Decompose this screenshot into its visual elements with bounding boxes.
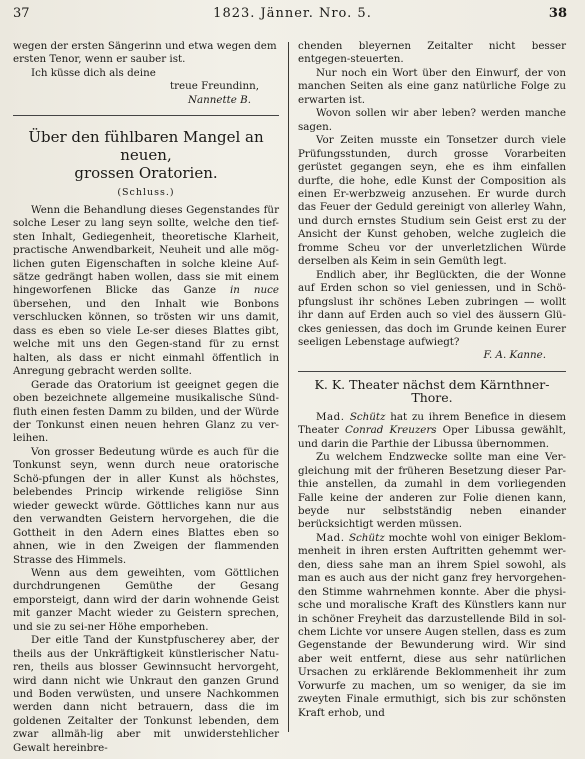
- issue-title: 1823. Jänner. Nro. 5.: [213, 6, 372, 21]
- page-number-right: 38: [548, 6, 567, 21]
- letter-line: Ich küsse dich als deine: [31, 66, 156, 79]
- letter-line: ersten Tenor, wenn er sauber ist.: [13, 53, 186, 66]
- paragraph: Wenn aus dem geweihten, vom Göttlichen durchdrungenen Gemüthe der Gesang emporsteigt, dann wird der darin wohnende Geist mit ganzer Macht wieder zu Geistern sprechen, und sie zu sei-ner Höhe emporheben.: [13, 566, 279, 633]
- letter-signature: Nannette B.: [188, 93, 251, 106]
- paragraph: Vor Zeiten musste ein Tonsetzer durch viele Prüfungsstunden, durch grosse Vorarbeiten gerüstet gegangen seyn, ehe es ihm einfallen durfte, die hohe, edle Kunst der Composition als einen Er-werbzweig anzusehen. Er wurde durch das Feuer der Geduld gereinigt von allerley Wahn, und durch ernstes Studium sein Geist erst zu der Ansicht der Kunst gehoben, welche zugleich die fromme Scheu vor der unverletzlichen Würde derselben als Keim in sein Gemüth legt.: [298, 134, 566, 268]
- paragraph: Gerade das Oratorium ist geeignet gegen die oben bezeichnete allgemeine musikalische Sünd-fluth einen festen Damm zu bilden, und der Würde der Tonkunst einen neuen hehren Glanz zu ver-leihen.: [13, 378, 279, 445]
- paragraph: Endlich aber, ihr Beglückten, die der Wonne auf Erden schon so viel geniessen, und in Schö-pfungslust ihr schönes Leben zubringen — wollt ihr dann auf Erden auch so viel des äussern Glü-ckes geniessen, das doch im Grunde keinen Eurer seeligen Lebenstage aufwiegt?: [298, 268, 566, 348]
- column-divider: [288, 42, 289, 732]
- section-title: K. K. Theater nächst dem Kärnthner-Thore.: [314, 376, 550, 406]
- paragraph: Wovon sollen wir aber leben? werden manche sagen.: [298, 107, 566, 133]
- paragraph: Zu welchem Endzwecke sollte man eine Ver-gleichung mit der früheren Besetzung dieser Par-thie anstellen, da zumahl in dem vorliegenden Falle keine der anderen zur Folie dienen kann, beyde nur selbstständig neben einander berücksichtigt werden müssen.: [298, 451, 566, 531]
- section-rule: [298, 371, 566, 372]
- paragraph: chenden bleyernen Zeitalter nicht besser entgegen-steuerten.: [298, 40, 566, 66]
- section-rule: [13, 115, 279, 116]
- paragraph: Wenn die Behandlung dieses Gegenstandes für solche Leser zu lang seyn sollte, welche den tief-sten Inhalt, Gediegenheit, theoretische Klarheit, practische Anwendbarkeit, Neuheit und alle mög-lichen guten Eigenschaften in solche kleine Auf-sätze gedrängt haben wollen, dass sie mit einem hingeworfenen Blicke das Ganze in nuce übersehen, und den Inhalt wie Bonbons verschlucken können, so trösten wir uns damit, dass es eben so viele Le-ser dieses Blattes gibt, welche mit uns den Gegen-stand für zu ernst halten, als dass er nicht einmahl öffentlich in Anregung gebracht werden sollte.: [13, 203, 279, 378]
- paragraph: Von grosser Bedeutung würde es auch für die Tonkunst seyn, wenn durch neue oratorische Schö-pfungen der in aller Kunst als höchstes, belebendes Princip wirkende religiöse Sinn wieder geweckt würde. Göttliches kann nur aus den verwandten Geistern hervorgehen, die die Gottheit in den Adern eines Blattes eben so ahnen, wie in den Zweigen der flammenden Strasse des Himmels.: [13, 445, 279, 566]
- letter-closing: treue Freundinn,: [170, 80, 259, 93]
- paragraph: Mad. Schütz mochte wohl von einiger Beklom-menheit in ihren ersten Auftritten gehemmt wer-den, diess sahe man an ihrem Spiel sowohl, als man es auch aus der nicht ganz frey hervorgehen-den Stimme wahrnehmen konnte. Aber die physi-sche und moralische Kraft des Künstlers kann nur in schöner Freyheit das darzustellende Bild in sol-chem Lichte vor unsere Augen stellen, dass es zum Gegenstande der Bewunderung wird. Wir sind aber weit entfernt, diese aus sehr natürlichen Ursachen zu erklärende Beklommenheit ihr zum Vorwurfe zu machen, um so weniger, da sie im zweyten Finale ermuthigt, sich bis zur schönsten Kraft erhob, und: [298, 531, 566, 719]
- paragraph: Mad. Schütz hat zu ihrem Benefice in diesem Theater Conrad Kreuzers Oper Libussa gewählt, und darin die Parthie der Libussa übernommen.: [298, 410, 566, 450]
- letter-line: wegen der ersten Sängerinn und etwa wegen dem: [13, 40, 277, 52]
- left-column: [13, 40, 279, 755]
- page-header: [0, 0, 585, 26]
- page-number-left: 37: [13, 6, 30, 21]
- paragraph: Der eitle Tand der Kunstpfuscherey aber, der theils aus der Unkräftigkeit künstlerischer Natu-ren, theils aus blosser Gewinnsucht hervorgeht, wird dann nicht wie Unkraut den ganzen Grund und Boden verwüsten, und unsere Nachkommen werden dann nicht betrauern, dass die im goldenen Zeitalter der Tonkunst lebenden, dem zwar allmäh-lig aber mit unwiderstehlicher Gewalt hereinbre-: [13, 634, 279, 754]
- article-signature: F. A. Kanne.: [483, 349, 546, 362]
- article-subtitle: (Schluss.): [117, 187, 175, 199]
- paragraph: Nur noch ein Wort über den Einwurf, der von manchen Seiten als eine ganz natürliche Folge zu erwarten ist.: [298, 66, 566, 106]
- right-column: [298, 40, 566, 720]
- article-title: Über den fühlbaren Mangel an neuen, grossen Oratorien.: [28, 128, 264, 183]
